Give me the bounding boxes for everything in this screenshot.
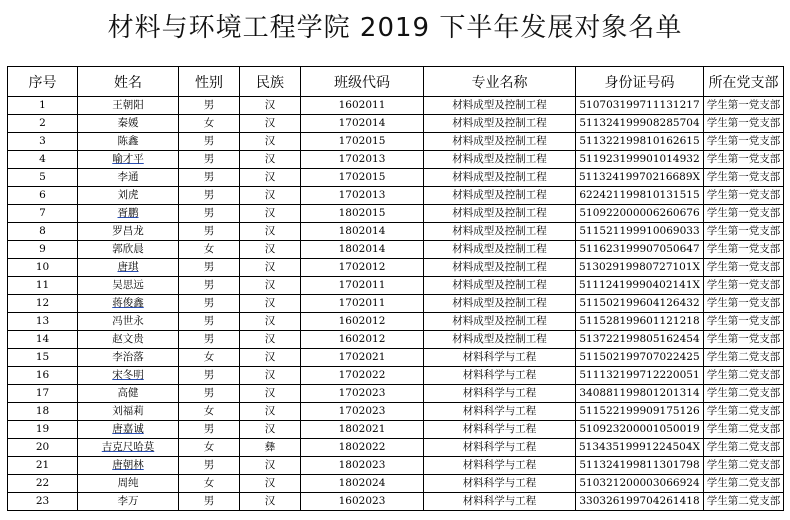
cell-no: 13 <box>8 313 78 331</box>
cell-ethnicity: 汉 <box>240 313 301 331</box>
cell-major: 材料成型及控制工程 <box>424 241 576 259</box>
cell-class-code: 1702012 <box>301 259 424 277</box>
cell-class-code: 1702022 <box>301 367 424 385</box>
cell-major: 材料成型及控制工程 <box>424 331 576 349</box>
cell-class-code: 1702021 <box>301 349 424 367</box>
cell-major: 材料成型及控制工程 <box>424 223 576 241</box>
table-row <box>8 457 784 475</box>
cell-class-code: 1702013 <box>301 151 424 169</box>
cell-branch: 学生第二党支部 <box>704 439 784 457</box>
cell-no: 8 <box>8 223 78 241</box>
table-row <box>8 115 784 133</box>
cell-branch: 学生第二党支部 <box>704 457 784 475</box>
cell-name: 唐嘉诚 <box>78 421 179 439</box>
cell-name: 李万 <box>78 493 179 511</box>
cell-branch: 学生第一党支部 <box>704 187 784 205</box>
cell-id-number: 511623199907050647 <box>576 241 704 259</box>
cell-ethnicity: 汉 <box>240 169 301 187</box>
cell-name: 李通 <box>78 169 179 187</box>
cell-gender: 男 <box>179 205 240 223</box>
cell-id-number: 51112419990402141X <box>576 277 704 295</box>
cell-no: 20 <box>8 439 78 457</box>
cell-class-code: 1702023 <box>301 403 424 421</box>
cell-class-code: 1602012 <box>301 331 424 349</box>
cell-no: 1 <box>8 97 78 115</box>
table-row <box>8 493 784 511</box>
cell-gender: 男 <box>179 97 240 115</box>
cell-no: 4 <box>8 151 78 169</box>
cell-ethnicity: 汉 <box>240 259 301 277</box>
column-header-no: 序号 <box>8 67 78 97</box>
cell-no: 14 <box>8 331 78 349</box>
cell-ethnicity: 汉 <box>240 367 301 385</box>
cell-id-number: 511522199909175126 <box>576 403 704 421</box>
page-title: 材料与环境工程学院 2019 下半年发展对象名单 <box>107 13 683 43</box>
cell-name: 宋冬明 <box>78 367 179 385</box>
roster-table <box>7 66 784 511</box>
cell-major: 材料成型及控制工程 <box>424 97 576 115</box>
cell-major: 材料成型及控制工程 <box>424 151 576 169</box>
cell-major: 材料科学与工程 <box>424 385 576 403</box>
cell-no: 2 <box>8 115 78 133</box>
cell-name: 赵文贵 <box>78 331 179 349</box>
cell-branch: 学生第二党支部 <box>704 403 784 421</box>
cell-id-number: 511132199712220051 <box>576 367 704 385</box>
cell-ethnicity: 汉 <box>240 133 301 151</box>
cell-class-code: 1802014 <box>301 223 424 241</box>
cell-gender: 女 <box>179 403 240 421</box>
cell-id-number: 510703199711131217 <box>576 97 704 115</box>
cell-gender: 男 <box>179 313 240 331</box>
header-row <box>8 67 784 97</box>
cell-major: 材料成型及控制工程 <box>424 133 576 151</box>
column-header-class-code: 班级代码 <box>301 67 424 97</box>
table-row <box>8 295 784 313</box>
table-row <box>8 169 784 187</box>
cell-no: 16 <box>8 367 78 385</box>
cell-name: 胥鹏 <box>78 205 179 223</box>
cell-major: 材料科学与工程 <box>424 439 576 457</box>
cell-class-code: 1602012 <box>301 313 424 331</box>
cell-branch: 学生第二党支部 <box>704 349 784 367</box>
cell-ethnicity: 汉 <box>240 223 301 241</box>
cell-id-number: 51343519991224504X <box>576 439 704 457</box>
cell-name: 吴思远 <box>78 277 179 295</box>
cell-id-number: 511528199601121218 <box>576 313 704 331</box>
cell-no: 22 <box>8 475 78 493</box>
cell-ethnicity: 汉 <box>240 295 301 313</box>
cell-name: 唐琪 <box>78 259 179 277</box>
cell-class-code: 1802014 <box>301 241 424 259</box>
cell-name: 刘虎 <box>78 187 179 205</box>
cell-ethnicity: 汉 <box>240 205 301 223</box>
cell-class-code: 1802015 <box>301 205 424 223</box>
cell-id-number: 510923200001050019 <box>576 421 704 439</box>
cell-branch: 学生第一党支部 <box>704 259 784 277</box>
cell-id-number: 511324199908285704 <box>576 115 704 133</box>
table-row <box>8 349 784 367</box>
cell-class-code: 1802024 <box>301 475 424 493</box>
cell-id-number: 511502199604126432 <box>576 295 704 313</box>
cell-major: 材料成型及控制工程 <box>424 259 576 277</box>
table-row <box>8 259 784 277</box>
cell-id-number: 340881199801201314 <box>576 385 704 403</box>
cell-ethnicity: 彝 <box>240 439 301 457</box>
cell-no: 7 <box>8 205 78 223</box>
cell-no: 11 <box>8 277 78 295</box>
cell-name: 周纯 <box>78 475 179 493</box>
cell-name: 陈鑫 <box>78 133 179 151</box>
cell-major: 材料成型及控制工程 <box>424 187 576 205</box>
table-row <box>8 313 784 331</box>
table-body <box>8 97 784 511</box>
cell-major: 材料科学与工程 <box>424 403 576 421</box>
cell-name: 刘福莉 <box>78 403 179 421</box>
table-row <box>8 187 784 205</box>
cell-ethnicity: 汉 <box>240 97 301 115</box>
cell-gender: 男 <box>179 187 240 205</box>
cell-major: 材料成型及控制工程 <box>424 205 576 223</box>
table-row <box>8 241 784 259</box>
cell-id-number: 330326199704261418 <box>576 493 704 511</box>
cell-branch: 学生第一党支部 <box>704 97 784 115</box>
cell-gender: 女 <box>179 475 240 493</box>
table-row <box>8 331 784 349</box>
table-row <box>8 421 784 439</box>
cell-branch: 学生第一党支部 <box>704 169 784 187</box>
cell-gender: 女 <box>179 349 240 367</box>
cell-class-code: 1802023 <box>301 457 424 475</box>
cell-class-code: 1602011 <box>301 97 424 115</box>
cell-id-number: 510321200003066924 <box>576 475 704 493</box>
cell-no: 23 <box>8 493 78 511</box>
cell-ethnicity: 汉 <box>240 457 301 475</box>
cell-class-code: 1702023 <box>301 385 424 403</box>
cell-no: 17 <box>8 385 78 403</box>
cell-ethnicity: 汉 <box>240 277 301 295</box>
cell-gender: 男 <box>179 259 240 277</box>
cell-gender: 男 <box>179 169 240 187</box>
cell-no: 3 <box>8 133 78 151</box>
cell-major: 材料科学与工程 <box>424 457 576 475</box>
cell-gender: 男 <box>179 151 240 169</box>
cell-name: 郭欣晨 <box>78 241 179 259</box>
cell-class-code: 1602023 <box>301 493 424 511</box>
cell-branch: 学生第一党支部 <box>704 241 784 259</box>
cell-class-code: 1702015 <box>301 169 424 187</box>
cell-gender: 男 <box>179 277 240 295</box>
cell-ethnicity: 汉 <box>240 349 301 367</box>
cell-branch: 学生第一党支部 <box>704 151 784 169</box>
cell-id-number: 51302919980727101X <box>576 259 704 277</box>
table-row <box>8 133 784 151</box>
table-row <box>8 151 784 169</box>
cell-branch: 学生第二党支部 <box>704 367 784 385</box>
cell-no: 12 <box>8 295 78 313</box>
table-row <box>8 97 784 115</box>
cell-class-code: 1802022 <box>301 439 424 457</box>
cell-gender: 女 <box>179 115 240 133</box>
cell-no: 19 <box>8 421 78 439</box>
cell-branch: 学生第一党支部 <box>704 313 784 331</box>
cell-gender: 男 <box>179 223 240 241</box>
cell-ethnicity: 汉 <box>240 187 301 205</box>
cell-branch: 学生第一党支部 <box>704 277 784 295</box>
cell-name: 喻才平 <box>78 151 179 169</box>
column-header-ethnicity: 民族 <box>240 67 301 97</box>
cell-branch: 学生第一党支部 <box>704 205 784 223</box>
cell-ethnicity: 汉 <box>240 241 301 259</box>
cell-no: 18 <box>8 403 78 421</box>
cell-major: 材料科学与工程 <box>424 421 576 439</box>
cell-id-number: 622421199810131515 <box>576 187 704 205</box>
cell-id-number: 511322199810162615 <box>576 133 704 151</box>
cell-branch: 学生第一党支部 <box>704 331 784 349</box>
cell-major: 材料科学与工程 <box>424 349 576 367</box>
cell-ethnicity: 汉 <box>240 475 301 493</box>
cell-ethnicity: 汉 <box>240 151 301 169</box>
cell-class-code: 1702014 <box>301 115 424 133</box>
cell-id-number: 511521199910069033 <box>576 223 704 241</box>
cell-name: 王朝阳 <box>78 97 179 115</box>
cell-gender: 男 <box>179 421 240 439</box>
cell-branch: 学生第二党支部 <box>704 421 784 439</box>
table-row <box>8 403 784 421</box>
cell-major: 材料成型及控制工程 <box>424 295 576 313</box>
cell-no: 9 <box>8 241 78 259</box>
cell-branch: 学生第二党支部 <box>704 385 784 403</box>
cell-ethnicity: 汉 <box>240 385 301 403</box>
table-row <box>8 367 784 385</box>
cell-no: 21 <box>8 457 78 475</box>
cell-major: 材料成型及控制工程 <box>424 313 576 331</box>
cell-id-number: 511324199811301798 <box>576 457 704 475</box>
cell-class-code: 1702013 <box>301 187 424 205</box>
cell-id-number: 511502199707022425 <box>576 349 704 367</box>
cell-branch: 学生第一党支部 <box>704 295 784 313</box>
cell-name: 蒋俊鑫 <box>78 295 179 313</box>
cell-no: 10 <box>8 259 78 277</box>
cell-class-code: 1702011 <box>301 277 424 295</box>
cell-major: 材料成型及控制工程 <box>424 277 576 295</box>
cell-name: 高健 <box>78 385 179 403</box>
cell-id-number: 51132419970216689X <box>576 169 704 187</box>
table-header <box>8 67 784 97</box>
cell-gender: 男 <box>179 331 240 349</box>
table-row <box>8 475 784 493</box>
table-row <box>8 277 784 295</box>
cell-class-code: 1702015 <box>301 133 424 151</box>
cell-major: 材料成型及控制工程 <box>424 169 576 187</box>
column-header-id-number: 身份证号码 <box>576 67 704 97</box>
cell-ethnicity: 汉 <box>240 403 301 421</box>
cell-major: 材料科学与工程 <box>424 367 576 385</box>
cell-ethnicity: 汉 <box>240 115 301 133</box>
cell-gender: 男 <box>179 385 240 403</box>
cell-major: 材料科学与工程 <box>424 493 576 511</box>
column-header-major: 专业名称 <box>424 67 576 97</box>
cell-name: 唐朝林 <box>78 457 179 475</box>
cell-name: 李治落 <box>78 349 179 367</box>
cell-ethnicity: 汉 <box>240 331 301 349</box>
cell-ethnicity: 汉 <box>240 421 301 439</box>
cell-no: 15 <box>8 349 78 367</box>
cell-id-number: 510922000006260676 <box>576 205 704 223</box>
cell-major: 材料科学与工程 <box>424 475 576 493</box>
cell-branch: 学生第二党支部 <box>704 475 784 493</box>
cell-gender: 男 <box>179 493 240 511</box>
cell-branch: 学生第一党支部 <box>704 133 784 151</box>
table-row <box>8 205 784 223</box>
cell-class-code: 1702011 <box>301 295 424 313</box>
cell-class-code: 1802021 <box>301 421 424 439</box>
cell-major: 材料成型及控制工程 <box>424 115 576 133</box>
cell-name: 秦媛 <box>78 115 179 133</box>
cell-branch: 学生第一党支部 <box>704 223 784 241</box>
cell-gender: 男 <box>179 457 240 475</box>
cell-id-number: 511923199901014932 <box>576 151 704 169</box>
cell-name: 吉克尺哈莫 <box>78 439 179 457</box>
cell-gender: 男 <box>179 295 240 313</box>
cell-branch: 学生第一党支部 <box>704 115 784 133</box>
cell-gender: 男 <box>179 367 240 385</box>
table-row <box>8 439 784 457</box>
cell-no: 5 <box>8 169 78 187</box>
table-row <box>8 385 784 403</box>
cell-no: 6 <box>8 187 78 205</box>
cell-id-number: 513722199805162454 <box>576 331 704 349</box>
cell-gender: 男 <box>179 133 240 151</box>
cell-name: 冯世永 <box>78 313 179 331</box>
column-header-name: 姓名 <box>78 67 179 97</box>
column-header-branch: 所在党支部 <box>704 67 784 97</box>
cell-name: 罗昌龙 <box>78 223 179 241</box>
cell-branch: 学生第二党支部 <box>704 493 784 511</box>
cell-ethnicity: 汉 <box>240 493 301 511</box>
table-row <box>8 223 784 241</box>
cell-gender: 女 <box>179 439 240 457</box>
column-header-gender: 性别 <box>179 67 240 97</box>
cell-gender: 女 <box>179 241 240 259</box>
